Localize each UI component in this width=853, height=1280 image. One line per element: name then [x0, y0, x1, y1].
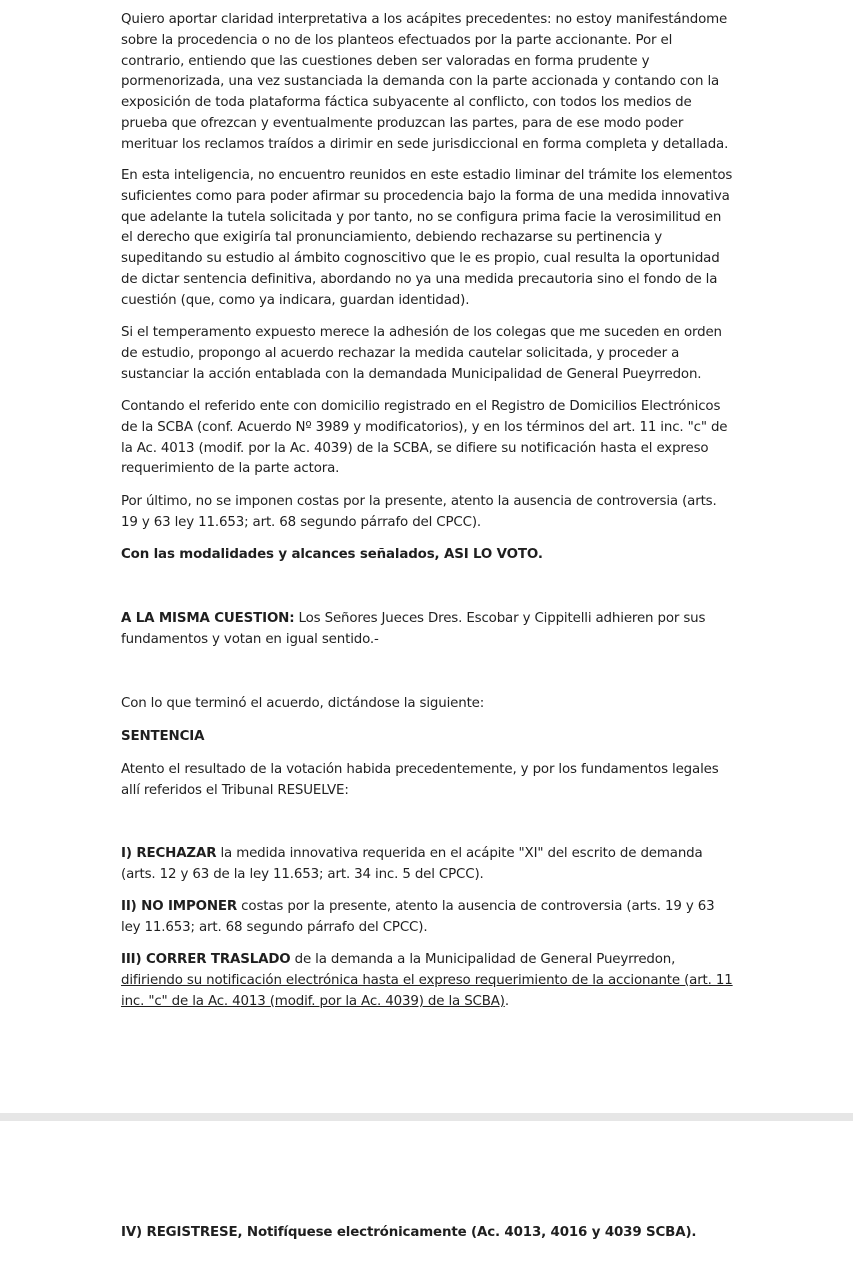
- resolution-2: [121, 897, 733, 939]
- paragraph-notification: Contando el referido ente con domicilio registrado en el Registro de Domicilios Electrónicos de la SCBA (conf. Acuerdo Nº 3989 y modificatorios), y en los términos del art. 11 inc. "c" de la Ac. 4013 (modif. por la Ac. 4039) de la SCBA, se difiere su notificación hasta el expreso requerimiento de la parte actora.: [121, 399, 728, 477]
- sentencia-heading: SENTENCIA: [121, 729, 205, 744]
- resolution-1: [121, 844, 733, 886]
- vote-statement: Con las modalidades y alcances señalados, ASI LO VOTO.: [121, 547, 543, 562]
- same-question-label: A LA MISMA CUESTION:: [121, 611, 295, 626]
- resolution-2-label: II) NO IMPONER: [121, 899, 238, 914]
- resolution-4: IV) REGISTRESE, Notifíquese electrónicamente (Ac. 4013, 4016 y 4039 SCBA).: [121, 1225, 697, 1240]
- resolution-3-text: de la demanda a la Municipalidad de General Pueyrredon,: [290, 952, 676, 967]
- paragraph-proposal: Si el temperamento expuesto merece la adhesión de los colegas que me suceden en orden de estudio, propongo al acuerdo rechazar la medida cautelar solicitada, y proceder a sustanciar la acción entablada con la demandada Municipalidad de General Pueyrredon.: [121, 325, 722, 382]
- resolution-2-text: costas por la presente, atento la ausencia de controversia (arts. 19 y 63 ley 11.653; art. 68 segundo párrafo del CPCC).: [121, 899, 715, 935]
- resolution-1-text: la medida innovativa requerida en el acápite "XI" del escrito de demanda (arts. 12 y 63 de la ley 11.653; art. 34 inc. 5 del CPCC).: [121, 846, 703, 882]
- page-separator: [0, 1113, 853, 1121]
- resolution-3-underlined: difiriendo su notificación electrónica hasta el expreso requerimiento de la accionante (art. 11 inc. "c" de la Ac. 4013 (modif. por la Ac. 4039) de la SCBA): [121, 972, 733, 1009]
- resolution-3-end: .: [504, 993, 509, 1009]
- paragraph-costs: Por último, no se imponen costas por la presente, atento la ausencia de controversia (arts. 19 y 63 ley 11.653; art. 68 segundo párrafo del CPCC).: [121, 494, 717, 530]
- same-question-text: Los Señores Jueces Dres. Escobar y Cippitelli adhieren por sus fundamentos y votan en igual sentido.-: [121, 611, 706, 647]
- paragraph-resolves: Atento el resultado de la votación habida precedentemente, y por los fundamentos legales allí referidos el Tribunal RESUELVE:: [121, 762, 719, 798]
- resolution-3: [121, 950, 733, 1012]
- paragraph-reasoning: En esta inteligencia, no encuentro reunidos en este estadio liminar del trámite los elementos suficientes como para poder afirmar su procedencia bajo la forma de una medida innovativa que adelante la tutela solicitada y por tanto, no se configura prima facie la verosimilitud en el derecho que exigiría tal pronunciamiento, debiendo rechazarse su pertinencia y supeditando su estudio al ámbito cognoscitivo que le es propio, cual resulta la oportunidad de dictar sentencia definitiva, abordando no ya una medida precautoria sino el fondo de la cuestión (que, como ya indicara, guardan identidad).: [121, 168, 733, 308]
- paragraph-clarification: Quiero aportar claridad interpretativa a los acápites precedentes: no estoy manifestándome sobre la procedencia o no de los planteos efectuados por la parte accionante. Por el contrario, entiendo que las cuestiones deben ser valoradas en forma prudente y pormenorizada, una vez sustanciada la demanda con la parte accionada y contando con la exposición de toda plataforma fáctica subyacente al conflicto, con todos los medios de prueba que ofrezcan y eventualmente produzcan las partes, para de ese modo poder merituar los reclamos traídos a dirimir en sede jurisdiccional en forma completa y detallada.: [121, 12, 729, 152]
- resolution-1-label: I) RECHAZAR: [121, 846, 217, 861]
- resolution-3-label: III) CORRER TRASLADO: [121, 952, 291, 967]
- paragraph-same-question: [121, 609, 733, 651]
- paragraph-conclusion: Con lo que terminó el acuerdo, dictándose la siguiente:: [121, 696, 485, 711]
